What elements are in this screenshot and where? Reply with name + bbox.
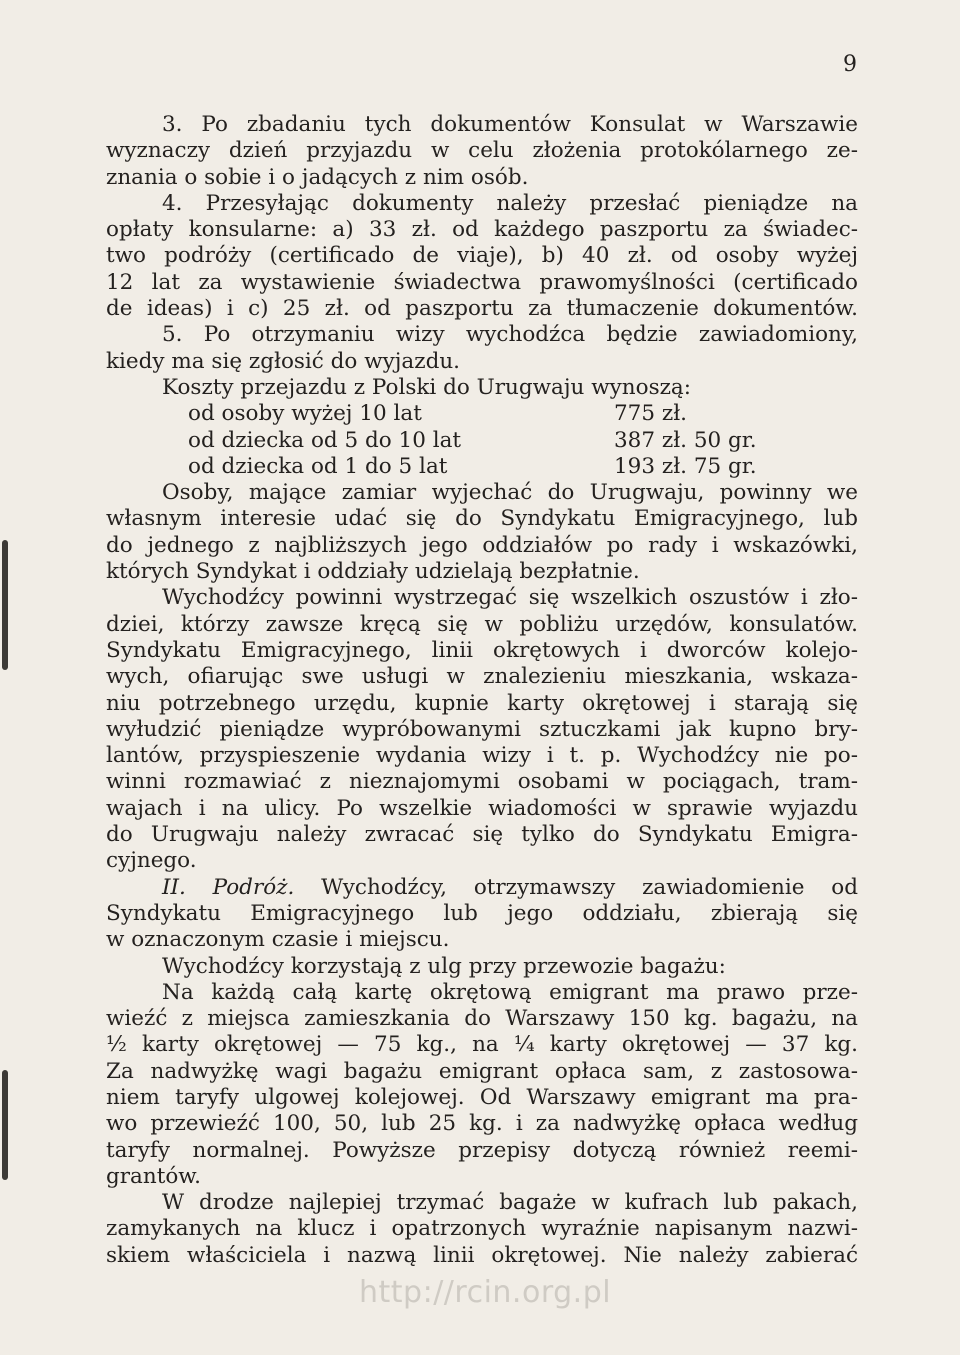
text-line: wych, ofiarując swe usługi w znalezieniu mieszkania, wskaza- — [106, 664, 858, 690]
text-line: W drodze najlepiej trzymać bagaże w kufrach lub pakach, — [162, 1190, 858, 1216]
scan-edge-mark — [2, 1070, 8, 1180]
fee-row — [106, 401, 858, 427]
section-title: Podróż. — [212, 874, 295, 900]
fee-amount: 387 zł. 50 gr. — [614, 427, 757, 453]
text-line: Koszty przejazdu z Polski do Urugwaju wynoszą: — [162, 374, 691, 400]
text-line: w oznaczonym czasie i miejscu. — [106, 927, 450, 953]
text-line: własnym interesie udać się do Syndykatu Emigracyjnego, lub — [106, 506, 858, 532]
travel-cost-table — [106, 401, 858, 480]
text-line: do jednego z najbliższych jego oddziałów po rady i wskazówki, — [106, 532, 858, 558]
text-line: de ideas) i c) 25 zł. od paszportu za tłumaczenie dokumentów. — [106, 296, 858, 322]
text-line: Na każdą całą kartę okrętową emigrant ma prawo prze- — [162, 979, 858, 1005]
text-line: lantów, przyspieszenie wydania wizy i t. p. Wychodźcy nie po- — [106, 743, 858, 769]
text-line: wieźć z miejsca zamieszkania do Warszawy 150 kg. bagażu, na — [106, 1006, 858, 1032]
text-line: Osoby, mające zamiar wyjechać do Urugwaju, powinny we — [162, 480, 858, 506]
text-line: kiedy ma się zgłosić do wyjazdu. — [106, 348, 461, 374]
text-line: których Syndykat i oddziały udzielają bezpłatnie. — [106, 559, 640, 585]
text-line: 5. Po otrzymaniu wizy wychodźca będzie zawiadomiony, — [162, 322, 858, 348]
paragraphs-luggage — [106, 901, 858, 1269]
fee-row — [106, 454, 858, 480]
text-line: wyłudzić pieniądze wypróbowanymi sztuczkami jak kupno bry- — [106, 716, 858, 742]
text-line: Wychodźcy powinni wystrzegać się wszelkich oszustów i zło- — [162, 585, 858, 611]
page-body — [106, 112, 858, 1269]
text-line: two podróży (certificado de viaje), b) 40 zł. od osoby wyżej — [106, 243, 858, 269]
fee-label: od dziecka od 1 do 5 lat — [188, 453, 448, 479]
section-number: II. — [162, 874, 186, 900]
text-line: zamykanych na klucz i opatrzonych wyraźnie napisanym nazwi- — [106, 1216, 858, 1242]
fee-amount: 775 zł. — [614, 401, 688, 427]
scan-edge-mark — [2, 540, 8, 670]
text-line: opłaty konsularne: a) 33 zł. od każdego paszportu za świadec- — [106, 217, 858, 243]
text-line: do Urugwaju należy zwracać się tylko do Syndykatu Emigra- — [106, 822, 858, 848]
section-heading-line — [106, 875, 858, 901]
text-line: wo przewieźć 100, 50, lub 25 kg. i za nadwyżkę opłaca według — [106, 1111, 858, 1137]
text-line: grantów. — [106, 1163, 201, 1189]
fee-row — [106, 428, 858, 454]
text-line: niem taryfy ulgowej kolejowej. Od Warszawy emigrant ma pra- — [106, 1084, 858, 1110]
fee-label: od osoby wyżej 10 lat — [188, 401, 422, 427]
fee-amount: 193 zł. 75 gr. — [614, 453, 757, 479]
text-line: wajach i na ulicy. Po wszelkie wiadomości w sprawie wyjazdu — [106, 795, 858, 821]
text-line: wyznaczy dzień przyjazdu w celu złożenia protokólarnego ze- — [106, 138, 858, 164]
text-line: taryfy normalnej. Powyższe przepisy dotyczą również reemi- — [106, 1137, 858, 1163]
text-line: Wychodźcy korzystają z ulg przy przewozie bagażu: — [162, 953, 726, 979]
text-line: Syndykatu Emigracyjnego lub jego oddziału, zbierają się — [106, 900, 858, 926]
text-line: 3. Po zbadaniu tych dokumentów Konsulat w Warszawie — [162, 112, 858, 137]
text-line: 4. Przesyłając dokumenty należy przesłać pieniądze na — [162, 190, 858, 216]
fee-label: od dziecka od 5 do 10 lat — [188, 427, 462, 453]
paragraphs-procedure — [106, 112, 858, 401]
text-line: Za nadwyżkę wagi bagażu emigrant opłaca sam, z zastosowa- — [106, 1058, 858, 1084]
text-line: Syndykatu Emigracyjnego, linii okrętowych i dworców kolejo- — [106, 637, 858, 663]
text-line: cyjnego. — [106, 848, 197, 874]
section-heading-rest: Wychodźcy, otrzymawszy zawiadomienie od — [294, 874, 858, 900]
paragraphs-warnings — [106, 480, 858, 874]
text-line: winni rozmawiać z nieznajomymi osobami w pociągach, tram- — [106, 769, 858, 795]
watermark-url: http://rcin.org.pl — [359, 1275, 612, 1310]
text-line: skiem właściciela i nazwą linii okrętowej. Nie należy zabierać — [106, 1242, 858, 1268]
text-line: dziei, którzy zawsze kręcą się w pobliżu urzędów, konsulatów. — [106, 611, 858, 637]
page-number: 9 — [843, 52, 857, 77]
text-line: ½ karty okrętowej — 75 kg., na ¼ karty okrętowej — 37 kg. — [106, 1032, 858, 1058]
text-line: niu potrzebnego urzędu, kupnie karty okrętowej i starają się — [106, 690, 858, 716]
text-line: znania o sobie i o jadących z nim osób. — [106, 164, 529, 190]
text-line: 12 lat za wystawienie świadectwa prawomyślności (certificado — [106, 269, 858, 295]
